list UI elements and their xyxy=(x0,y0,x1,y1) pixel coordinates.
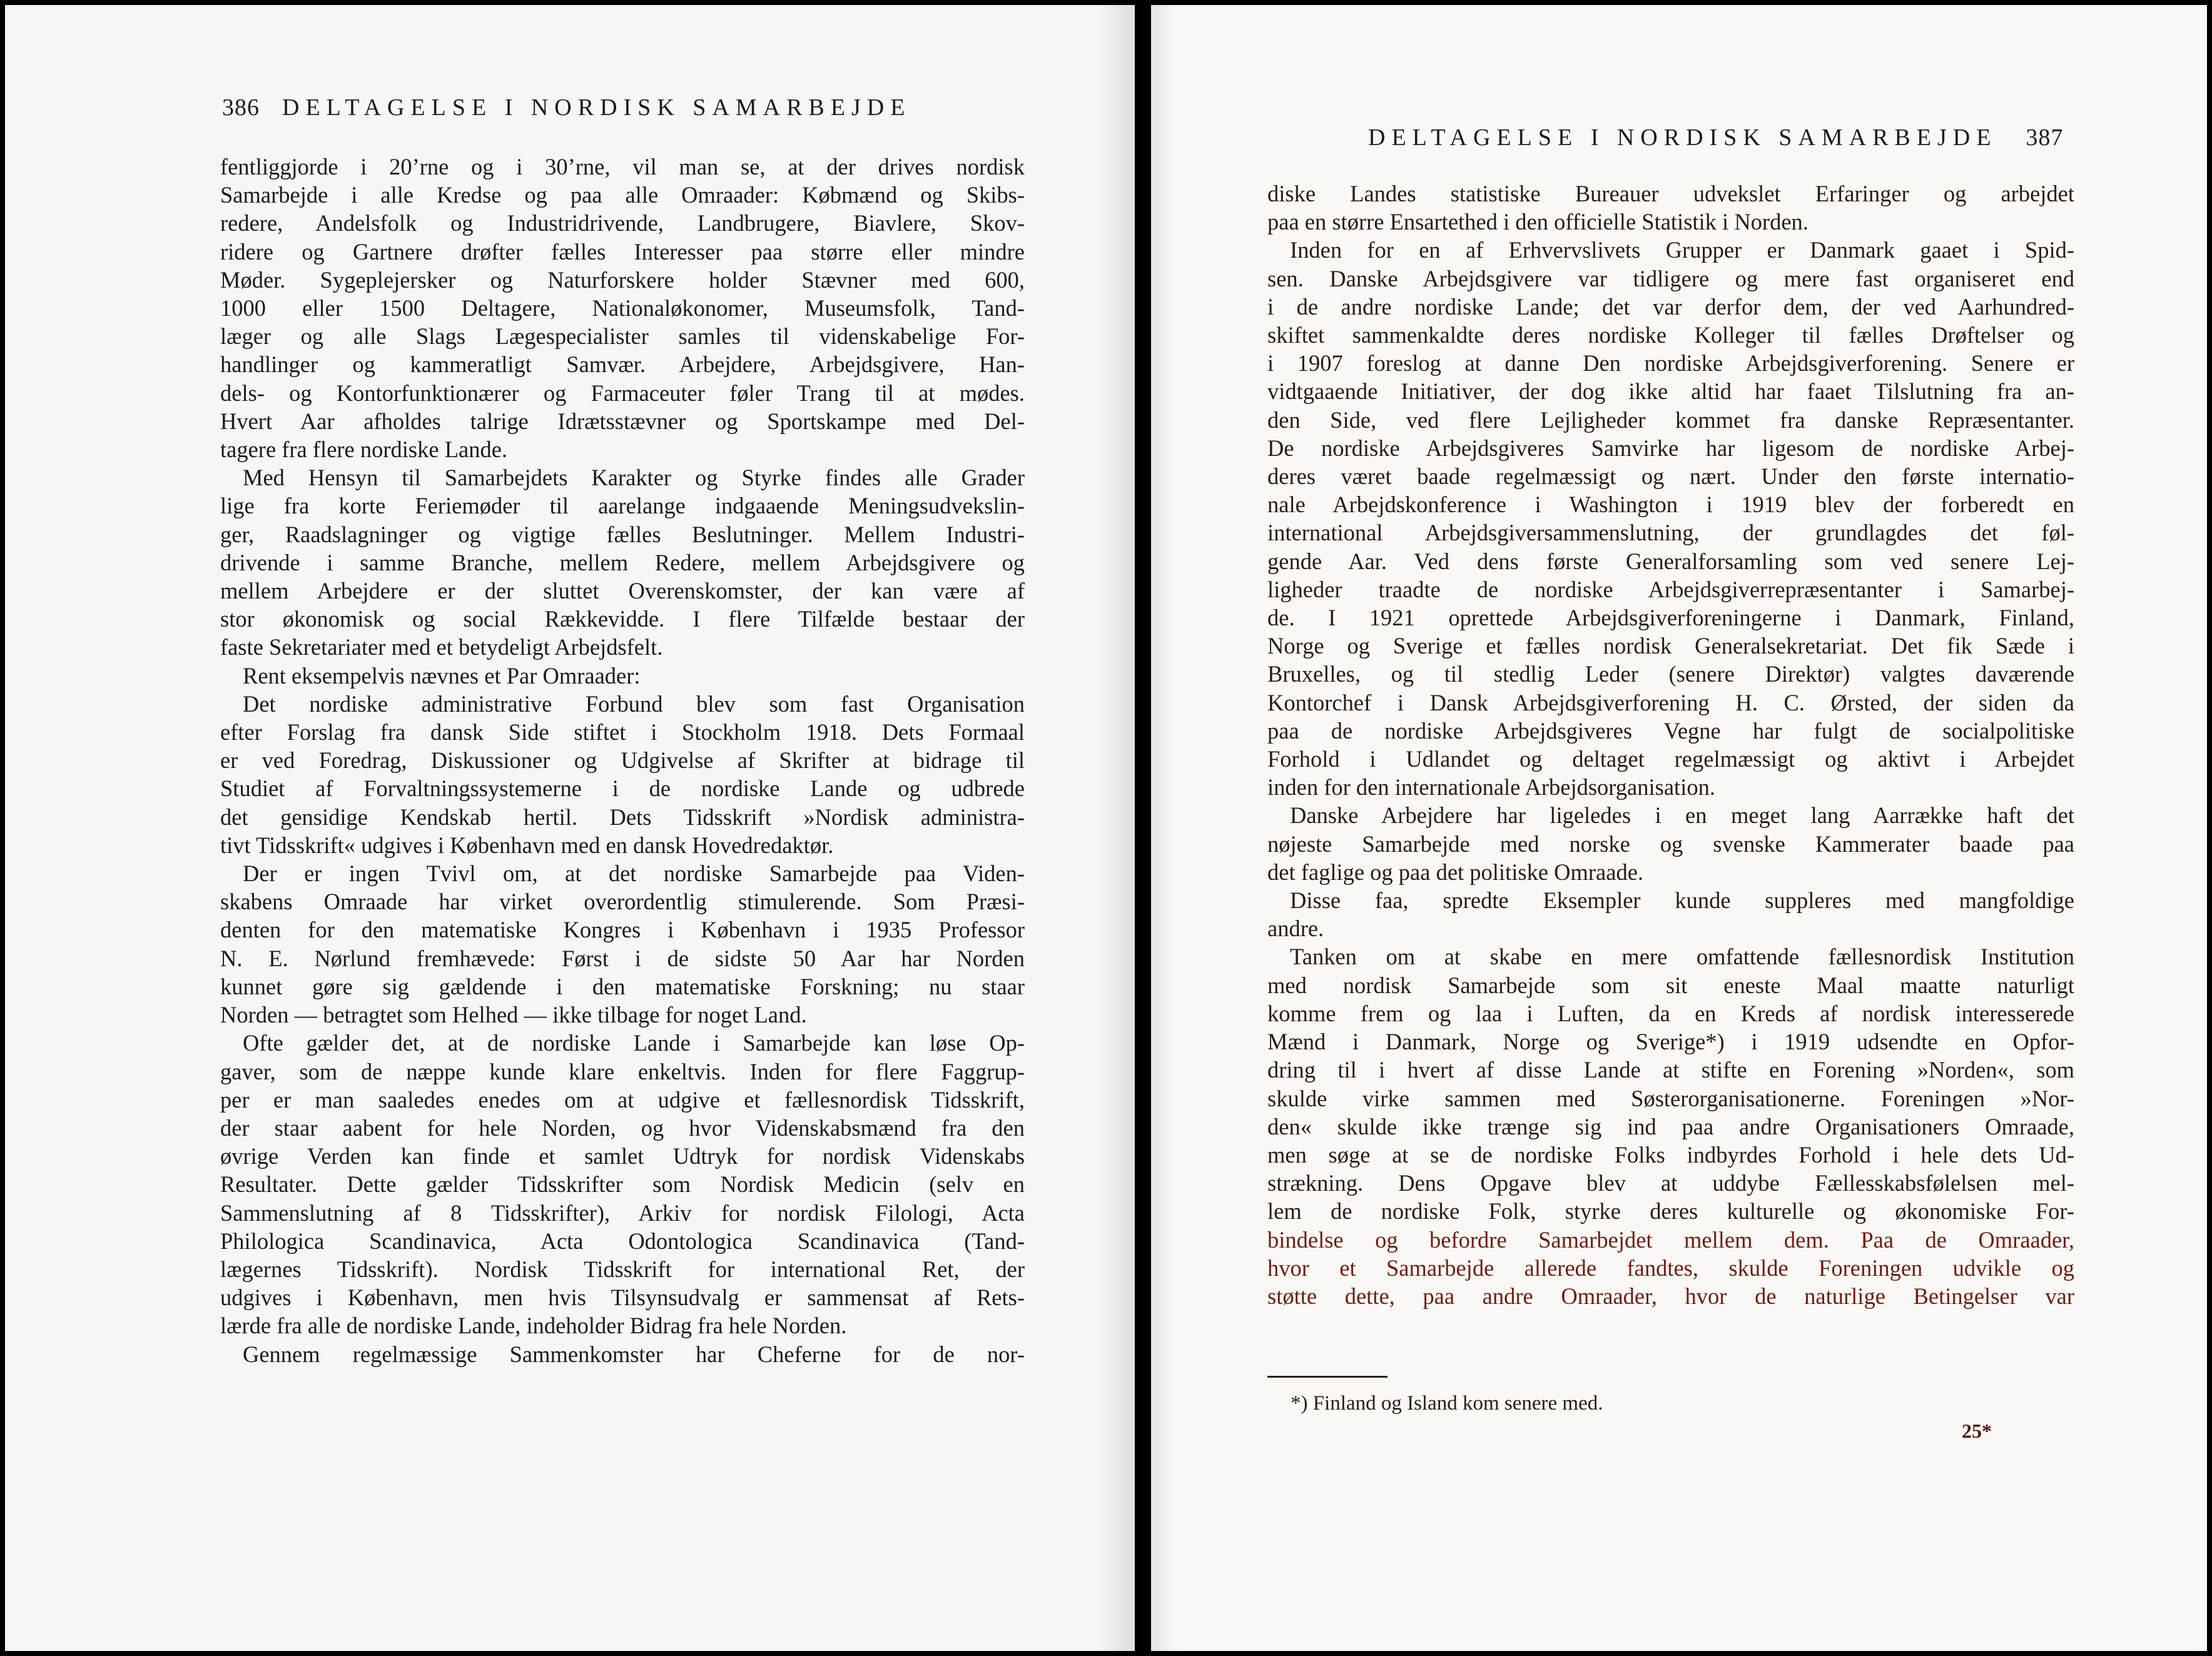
text-line: Norge og Sverige et fælles nordisk Generalsekretariat. Det fik Sæde i xyxy=(1267,633,2074,659)
text-line: lærde fra alle de nordiske Lande, indeholder Bidrag fra hele Norden. xyxy=(220,1313,847,1339)
text-line: Disse faa, spredte Eksempler kunde suppleres med mangfoldige xyxy=(1290,887,2074,914)
right-gutter-shadow xyxy=(1151,5,1176,1651)
right-running-head xyxy=(1368,124,2063,151)
text-line: Der er ingen Tvivl om, at det nordiske Samarbejde paa Viden- xyxy=(243,861,1025,887)
text-line: dels- og Kontorfunktionærer og Farmaceuter føler Trang til at mødes. xyxy=(220,380,1025,406)
text-line: men søge at se de nordiske Folks indbyrdes Forhold i hele dets Ud- xyxy=(1267,1141,2074,1168)
text-line: Det nordiske administrative Forbund blev som fast Organisation xyxy=(243,690,1025,717)
text-line: faste Sekretariater med et betydeligt Arbejdsfelt. xyxy=(220,634,663,660)
right-page xyxy=(1151,5,2207,1651)
right-body-text xyxy=(1267,179,2074,1310)
text-line: Norden — betragtet som Helhed — ikke tilbage for noget Land. xyxy=(220,1002,807,1028)
text-line: redere, Andelsfolk og Industridrivende, Landbrugere, Biavlere, Skov- xyxy=(220,210,1025,236)
text-line: udgives i København, men hvis Tilsynsudvalg er sammensat af Rets- xyxy=(220,1285,1025,1311)
text-line: fentliggjorde i 20’rne og i 30’rne, vil man se, at der drives nordisk xyxy=(220,154,1025,179)
text-line: sen. Danske Arbejdsgivere var tidligere og mere fast organiseret end xyxy=(1267,265,2074,291)
text-line: efter Forslag fra dansk Side stiftet i Stockholm 1918. Dets Formaal xyxy=(220,719,1025,745)
text-line: 1000 eller 1500 Deltagere, Nationaløkonomer, Museumsfolk, Tand- xyxy=(220,295,1025,321)
text-line: komme frem og laa i Luften, da en Kreds af nordisk interesserede xyxy=(1267,1000,2074,1026)
text-line: Gennem regelmæssige Sammenkomster har Cheferne for de nor- xyxy=(243,1341,1025,1367)
text-line: Ofte gælder det, at de nordiske Lande i Samarbejde kan løse Op- xyxy=(243,1030,1025,1056)
text-line: Hvert Aar afholdes talrige Idrætsstævner og Sportskampe med Del- xyxy=(220,408,1025,434)
text-line: Danske Arbejdere har ligeledes i en meget lang Aarrække haft det xyxy=(1290,802,2074,829)
text-line: Rent eksempelvis nævnes et Par Omraader: xyxy=(243,662,641,689)
text-line: bindelse og befordre Samarbejdet mellem dem. Paa de Omraader, xyxy=(1267,1226,2074,1253)
text-line: paa en større Ensartethed i den officielle Statistik i Norden. xyxy=(1267,209,1809,235)
text-line: øvrige Verden kan finde et samlet Udtryk for nordisk Videnskabs xyxy=(220,1143,1025,1169)
text-line: tivt Tidsskrift« udgives i København med en dansk Hovedredaktør. xyxy=(220,832,834,858)
text-line: denten for den matematiske Kongres i København i 1935 Professor xyxy=(220,917,1025,943)
text-line: det faglige og paa det politiske Omraade. xyxy=(1267,859,1644,885)
text-line: Møder. Sygeplejersker og Naturforskere holder Stævner med 600, xyxy=(220,266,1025,293)
text-line: er ved Foredrag, Diskussioner og Udgivelse af Skrifter at bidrage til xyxy=(220,747,1025,774)
left-page-number: 386 xyxy=(222,94,260,121)
text-line: de. I 1921 oprettede Arbejdsgiverforeningerne i Danmark, Finland, xyxy=(1267,605,2074,631)
text-line: deres været baade regelmæssigt og nært. Under den første internatio- xyxy=(1267,463,2074,490)
text-line: Forhold i Udlandet og deltaget regelmæssigt og aktivt i Arbejdet xyxy=(1267,746,2074,772)
text-line: strækning. Dens Opgave blev at uddybe Fællesskabsfølelsen mel- xyxy=(1267,1170,2074,1196)
text-line: Sammenslutning af 8 Tidsskrifter), Arkiv for nordisk Filologi, Acta xyxy=(220,1199,1025,1226)
text-line: støtte dette, paa andre Omraader, hvor de naturlige Betingelser var xyxy=(1267,1283,2074,1309)
text-line: i de andre nordiske Lande; det var derfor dem, der ved Aarhundred- xyxy=(1267,293,2074,320)
text-line: Kontorchef i Dansk Arbejdsgiverforening H. C. Ørsted, der siden da xyxy=(1267,689,2074,715)
text-line: mellem Arbejdere er der sluttet Overenskomster, der kan være af xyxy=(220,578,1025,604)
text-line: handlinger og kammeratligt Samvær. Arbejdere, Arbejdsgivere, Han- xyxy=(220,351,1025,378)
text-line: De nordiske Arbejdsgiveres Samvirke har ligesom de nordiske Arbej- xyxy=(1267,435,2074,461)
left-body-text xyxy=(220,153,1025,1368)
footnote: *) Finland og Island kom senere med. xyxy=(1291,1392,1603,1415)
left-running-head xyxy=(222,94,911,121)
text-line: Studiet af Forvaltningssystemerne i de nordiske Lande og udbrede xyxy=(220,775,1025,802)
text-line: lige fra korte Feriemøder til aarelange indgaaende Meningsudvekslin- xyxy=(220,493,1025,519)
text-line: andre. xyxy=(1267,916,1324,942)
text-line: i 1907 foreslog at danne Den nordiske Arbejdsgiverforening. Senere er xyxy=(1267,350,2074,376)
text-line: Resultater. Dette gælder Tidsskrifter som Nordisk Medicin (selv en xyxy=(220,1171,1025,1198)
text-line: hvor et Samarbejde allerede fandtes, skulde Foreningen udvikle og xyxy=(1267,1255,2074,1281)
text-line: vidtgaaende Initiativer, der dog ikke altid har faaet Tilslutning fra an- xyxy=(1267,378,2074,405)
text-line: Inden for en af Erhvervslivets Grupper er Danmark gaaet i Spid- xyxy=(1290,237,2074,263)
left-gutter-shadow xyxy=(1097,5,1135,1651)
text-line: stor økonomisk og social Rækkevidde. I flere Tilfælde bestaar der xyxy=(220,606,1025,632)
text-line: N. E. Nørlund fremhævede: Først i de sidste 50 Aar har Norden xyxy=(220,945,1025,971)
left-running-title: DELTAGELSE I NORDISK SAMARBEJDE xyxy=(282,94,911,121)
text-line: lægernes Tidsskrift). Nordisk Tidsskrift for international Ret, der xyxy=(220,1256,1025,1282)
text-line: nale Arbejdskonference i Washington i 1919 blev der forberedt en xyxy=(1267,492,2074,518)
text-line: der staar aabent for hele Norden, og hvor Videnskabsmænd fra den xyxy=(220,1114,1025,1141)
text-line: med nordisk Samarbejde som sit eneste Maal maatte naturligt xyxy=(1267,972,2074,998)
right-running-title: DELTAGELSE I NORDISK SAMARBEJDE xyxy=(1368,124,1997,151)
text-line: gende Aar. Ved dens første Generalforsamling som ved senere Lej- xyxy=(1267,548,2074,574)
text-line: skulde virke sammen med Søsterorganisationerne. Foreningen »Nor- xyxy=(1267,1085,2074,1111)
text-line: lem de nordiske Folk, styrke deres kulturelle og økonomiske For- xyxy=(1267,1198,2074,1224)
text-line: skiftet sammenkaldte deres nordiske Kolleger til fælles Drøftelser og xyxy=(1267,322,2074,348)
text-line: det gensidige Kendskab hertil. Dets Tidsskrift »Nordisk administra- xyxy=(220,804,1025,830)
text-line: Tanken om at skabe en mere omfattende fællesnordisk Institution xyxy=(1290,944,2074,970)
text-line: kunnet gøre sig gældende i den matematiske Forskning; nu staar xyxy=(220,973,1025,999)
text-line: gaver, som de næppe kunde klare enkeltvis. Inden for flere Faggrup- xyxy=(220,1058,1025,1084)
text-line: den« skulde ikke trænge sig ind paa andre Organisationers Omraade, xyxy=(1267,1113,2074,1139)
right-page-number: 387 xyxy=(2026,124,2064,151)
footnote-rule xyxy=(1267,1376,1388,1378)
text-line: skabens Omraade har virket overordentlig stimulerende. Som Præsi- xyxy=(220,889,1025,915)
text-line: ridere og Gartnere drøfter fælles Interesser paa større eller mindre xyxy=(220,238,1025,265)
text-line: diske Landes statistiske Bureauer udvekslet Erfaringer og arbejdet xyxy=(1267,181,2074,206)
text-line: tagere fra flere nordiske Lande. xyxy=(220,437,508,463)
text-line: Bruxelles, og til stedlig Leder (senere Direktør) valgtes daværende xyxy=(1267,661,2074,687)
left-page xyxy=(5,5,1135,1651)
text-line: ger, Raadslagninger og vigtige fælles Beslutninger. Mellem Industri- xyxy=(220,521,1025,547)
text-line: drivende i samme Branche, mellem Redere, mellem Arbejdsgivere og xyxy=(220,549,1025,575)
text-line: den Side, ved flere Lejligheder kommet fra danske Repræsentanter. xyxy=(1267,406,2074,433)
text-line: paa de nordiske Arbejdsgiveres Vegne har fulgt de socialpolitiske xyxy=(1267,717,2074,744)
text-line: Samarbejde i alle Kredse og paa alle Omraader: Købmænd og Skibs- xyxy=(220,182,1025,208)
text-line: dring til i hvert af disse Lande at stifte en Forening »Norden«, som xyxy=(1267,1057,2074,1083)
text-line: Mænd i Danmark, Norge og Sverige*) i 1919 udsendte en Opfor- xyxy=(1267,1029,2074,1055)
text-line: per er man saaledes enedes om at udgive et fællesnordisk Tidsskrift, xyxy=(220,1086,1025,1113)
text-line: Philologica Scandinavica, Acta Odontologica Scandinavica (Tand- xyxy=(220,1228,1025,1254)
text-line: læger og alle Slags Lægespecialister samles til videnskabelige For- xyxy=(220,323,1025,350)
text-line: international Arbejdsgiversammenslutning, der grundlagdes det føl- xyxy=(1267,520,2074,546)
text-line: ligheder traadte de nordiske Arbejdsgiverrepræsentanter i Samarbej- xyxy=(1267,576,2074,602)
text-line: nøjeste Samarbejde med norske og svenske Kammerater baade paa xyxy=(1267,831,2074,857)
text-line: Med Hensyn til Samarbejdets Karakter og Styrke findes alle Grader xyxy=(243,465,1025,491)
signature-mark: 25* xyxy=(1962,1420,1992,1442)
text-line: inden for den internationale Arbejdsorganisation. xyxy=(1267,774,1715,800)
